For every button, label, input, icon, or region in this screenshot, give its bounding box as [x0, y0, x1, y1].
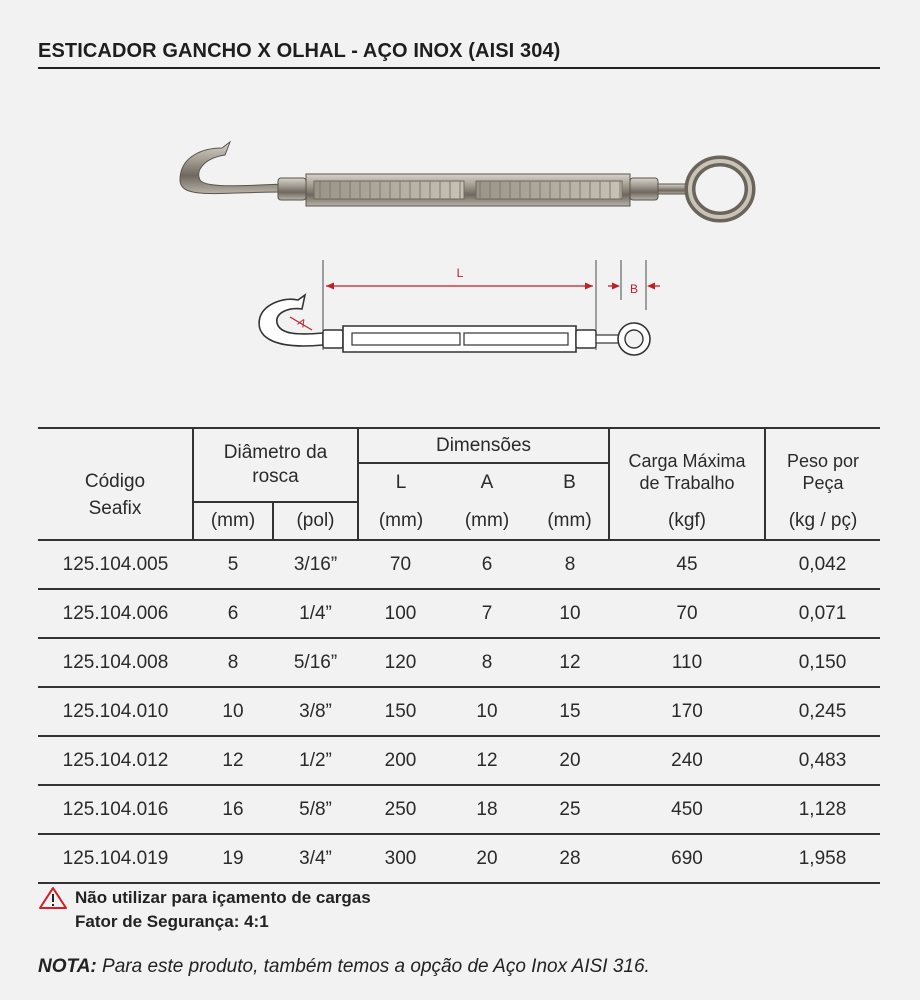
cell-l: 250 [358, 785, 443, 834]
cell-a: 8 [443, 638, 531, 687]
unit-b: (mm) [547, 509, 592, 531]
cell-pol: 3/8” [273, 687, 358, 736]
unit-a: (mm) [464, 509, 510, 531]
cell-mm: 10 [193, 687, 273, 736]
cell-b: 28 [531, 834, 609, 883]
cell-carga: 450 [609, 785, 765, 834]
cell-pol: 3/16” [273, 540, 358, 589]
cell-codigo: 125.104.008 [38, 638, 193, 687]
table-row [38, 540, 880, 589]
cell-l: 200 [358, 736, 443, 785]
cell-a: 7 [443, 589, 531, 638]
cell-pol: 1/2” [273, 736, 358, 785]
header-diametro: Diâmetro da rosca [223, 442, 328, 487]
header-b: B [563, 472, 576, 493]
cell-peso: 0,150 [765, 638, 880, 687]
cell-mm: 16 [193, 785, 273, 834]
cell-pol: 3/4” [273, 834, 358, 883]
cell-codigo: 125.104.012 [38, 736, 193, 785]
cell-b: 25 [531, 785, 609, 834]
cell-b: 10 [531, 589, 609, 638]
dimension-b-label: B [629, 282, 639, 296]
cell-codigo: 125.104.016 [38, 785, 193, 834]
table-row [38, 687, 880, 736]
title-rule [38, 67, 880, 69]
cell-b: 15 [531, 687, 609, 736]
cell-a: 20 [443, 834, 531, 883]
header-l: L [395, 472, 407, 493]
cell-pol: 5/8” [273, 785, 358, 834]
cell-carga: 170 [609, 687, 765, 736]
header-codigo: Código Seafix [84, 471, 146, 519]
dimension-diagram [250, 255, 670, 385]
cell-peso: 0,483 [765, 736, 880, 785]
unit-kgpc: (kg / pç) [788, 509, 858, 531]
cell-peso: 1,128 [765, 785, 880, 834]
cell-carga: 690 [609, 834, 765, 883]
cell-a: 18 [443, 785, 531, 834]
table-row [38, 785, 880, 834]
cell-mm: 19 [193, 834, 273, 883]
note [38, 956, 650, 978]
cell-codigo: 125.104.019 [38, 834, 193, 883]
page-title: ESTICADOR GANCHO X OLHAL - AÇO INOX (AISI 304) [38, 40, 561, 62]
header-peso: Peso por Peça [786, 450, 860, 493]
spec-table [38, 427, 880, 884]
dimension-a-label: A [295, 316, 308, 331]
cell-peso: 0,071 [765, 589, 880, 638]
cell-carga: 240 [609, 736, 765, 785]
turnbuckle-photo [160, 130, 760, 240]
cell-codigo: 125.104.005 [38, 540, 193, 589]
cell-peso: 0,042 [765, 540, 880, 589]
table-row [38, 589, 880, 638]
warning-triangle-icon [38, 886, 68, 910]
cell-a: 10 [443, 687, 531, 736]
note-text: Para este produto, também temos a opção de Aço Inox AISI 316. [96, 956, 650, 977]
cell-mm: 5 [193, 540, 273, 589]
unit-l: (mm) [378, 509, 424, 531]
cell-b: 12 [531, 638, 609, 687]
warning-block [38, 886, 371, 934]
cell-codigo: 125.104.006 [38, 589, 193, 638]
cell-carga: 45 [609, 540, 765, 589]
cell-pol: 5/16” [273, 638, 358, 687]
cell-l: 70 [358, 540, 443, 589]
cell-peso: 0,245 [765, 687, 880, 736]
cell-carga: 70 [609, 589, 765, 638]
cell-codigo: 125.104.010 [38, 687, 193, 736]
header-carga: Carga Máxima de Trabalho [628, 450, 746, 493]
table-row [38, 736, 880, 785]
cell-b: 20 [531, 736, 609, 785]
cell-b: 8 [531, 540, 609, 589]
cell-mm: 12 [193, 736, 273, 785]
cell-l: 100 [358, 589, 443, 638]
cell-a: 6 [443, 540, 531, 589]
cell-l: 150 [358, 687, 443, 736]
cell-mm: 6 [193, 589, 273, 638]
warning-line-2: Fator de Segurança: 4:1 [75, 912, 269, 931]
unit-pol: (pol) [296, 510, 335, 531]
cell-pol: 1/4” [273, 589, 358, 638]
header-dimensoes: Dimensões [435, 434, 532, 456]
cell-a: 12 [443, 736, 531, 785]
cell-l: 120 [358, 638, 443, 687]
cell-carga: 110 [609, 638, 765, 687]
unit-kgf: (kgf) [668, 509, 706, 531]
cell-peso: 1,958 [765, 834, 880, 883]
cell-l: 300 [358, 834, 443, 883]
cell-mm: 8 [193, 638, 273, 687]
dimension-l-label: L [456, 266, 464, 280]
table-row [38, 638, 880, 687]
header-a: A [480, 472, 494, 493]
warning-line-1: Não utilizar para içamento de cargas [75, 888, 371, 907]
unit-mm: (mm) [210, 510, 256, 531]
table-row [38, 834, 880, 883]
note-label: NOTA: [38, 956, 97, 977]
